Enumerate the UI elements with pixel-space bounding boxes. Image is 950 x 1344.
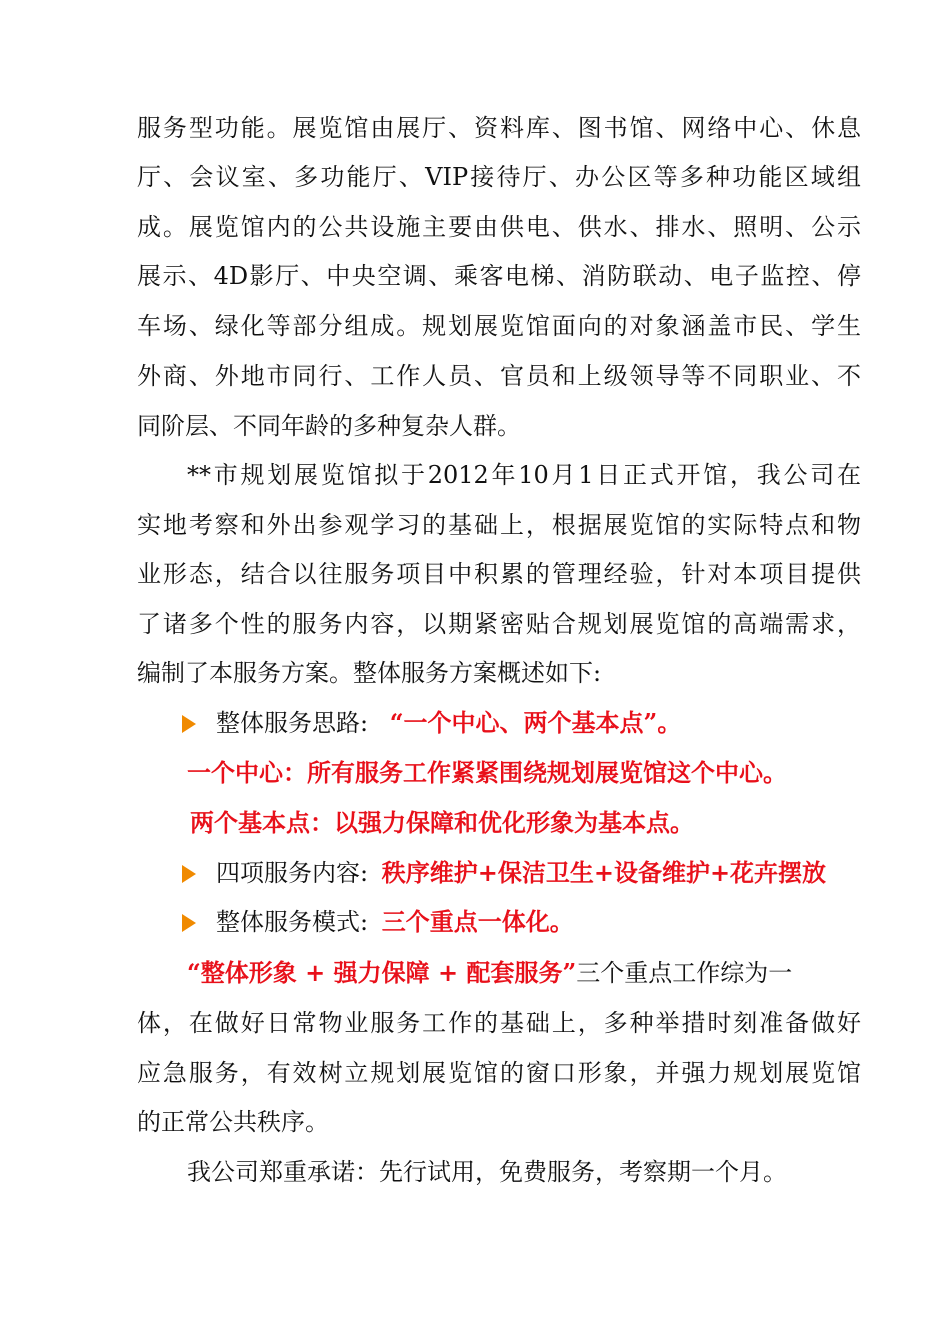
- paragraph1-line: 车场、绿化等部分组成。规划展览馆面向的对象涵盖市民、学生: [137, 312, 861, 340]
- paragraph1-line: 外商、外地市同行、工作人员、官员和上级领导等不同职业、不: [137, 362, 861, 390]
- orange-arrow-icon: [182, 865, 196, 883]
- paragraph3-line: 的正常公共秩序。: [137, 1108, 329, 1136]
- bullet-label: 整体服务模式:: [216, 908, 369, 936]
- paragraph3-first-line: [187, 956, 861, 990]
- paragraph1-line: 同阶层、不同年龄的多种复杂人群。: [137, 412, 521, 440]
- bullet-label: 整体服务思路:: [216, 709, 369, 737]
- paragraph2-line: 业形态，结合以往服务项目中积累的管理经验，针对本项目提供: [137, 560, 861, 588]
- paragraph1-line: 厅、会议室、多功能厅、VIP接待厅、办公区等多种功能区域组: [137, 163, 861, 191]
- highlight-text: “整体形象 + 强力保障 + 配套服务”: [187, 958, 577, 987]
- paragraph3-line: 应急服务，有效树立规划展览馆的窗口形象，并强力规划展览馆: [137, 1059, 861, 1087]
- paragraph1-line: 成。展览馆内的公共设施主要由供电、供水、排水、照明、公示: [137, 213, 861, 241]
- paragraph2-line: **市规划展览馆拟于2012年10月1日正式开馆，我公司在: [187, 461, 861, 489]
- bullet-service-idea: [182, 706, 861, 740]
- paragraph2-line: 实地考察和外出参观学习的基础上，根据展览馆的实际特点和物: [137, 511, 861, 539]
- center-line: 一个中心：所有服务工作紧紧围绕规划展览馆这个中心。: [187, 758, 787, 787]
- promise-line: 我公司郑重承诺：先行试用，免费服务，考察期一个月。: [187, 1158, 787, 1186]
- paragraph2-line: 编制了本服务方案。整体服务方案概述如下:: [137, 659, 602, 687]
- paragraph2-line: 了诸多个性的服务内容，以期紧密贴合规划展览馆的高端需求，: [137, 610, 861, 638]
- bullet-value: 秩序维护+保洁卫生+设备维护+花卉摆放: [381, 858, 827, 887]
- paragraph1-line: 服务型功能。展览馆由展厅、资料库、图书馆、网络中心、休息: [137, 114, 861, 142]
- orange-arrow-icon: [182, 914, 196, 932]
- paragraph1-line: 展示、4D影厅、中央空调、乘客电梯、消防联动、电子监控、停: [137, 262, 861, 290]
- basic-points-line: 两个基本点：以强力保障和优化形象为基本点。: [190, 808, 694, 837]
- bullet-service-mode: [182, 905, 861, 939]
- orange-arrow-icon: [182, 715, 196, 733]
- bullet-label: 四项服务内容:: [216, 859, 369, 887]
- bullet-value: “一个中心、两个基本点”。: [389, 708, 682, 737]
- bullet-service-content: [182, 856, 861, 890]
- paragraph3-text: 三个重点工作综为一: [576, 959, 793, 987]
- paragraph3-line: 体，在做好日常物业服务工作的基础上，多种举措时刻准备做好: [137, 1009, 861, 1037]
- bullet-value: 三个重点一体化。: [381, 907, 574, 936]
